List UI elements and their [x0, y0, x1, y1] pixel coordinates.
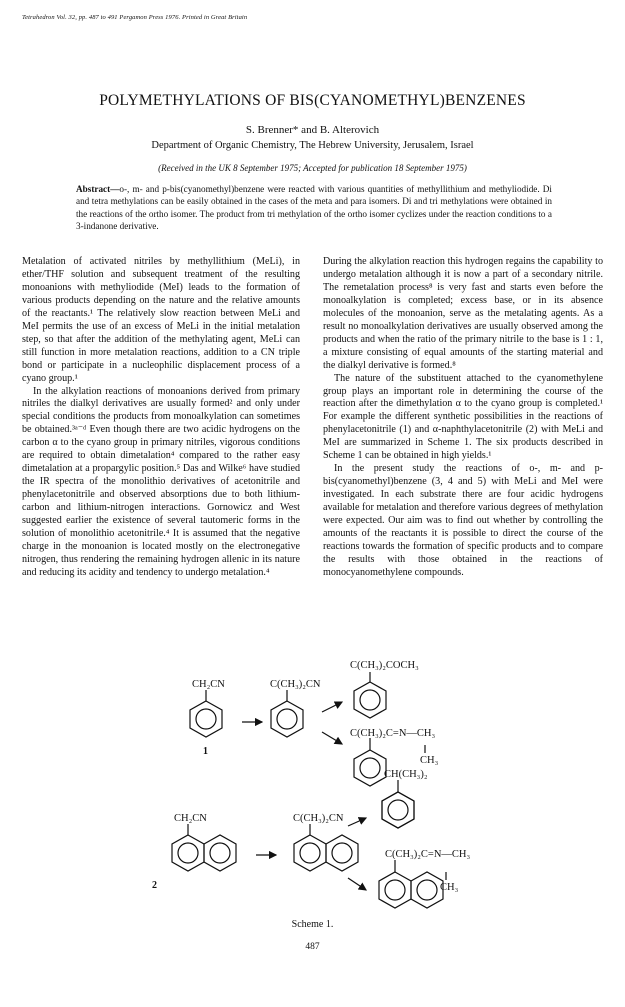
row2-bottom-methyl: CH₃	[440, 882, 459, 893]
paragraph: In the present study the reactions of o-, m- and p-bis(cyanomethyl)benzene (3, 4 and 5) with MeLi and MeI were investigated. In each substrate there are four acidic hydrogens available for metalation and therefore various degrees of methylation were expected. Our aim was to find out whether by controlling the amounts of the reactants it is possible to direct the course of the reactions towards the formation of specific products and to compare the results with those obtained in the reactions of monocyanomethylene compounds.	[323, 463, 603, 578]
naphthalene-ring-4	[379, 860, 446, 908]
abstract	[76, 183, 552, 233]
journal-header: Tetrahedron Vol. 32, pp. 487 to 491 Pergamon Press 1976. Printed in Great Britain	[22, 14, 248, 21]
right-column	[323, 256, 603, 580]
row2-mid-label: C(CH₃)₂CN	[293, 813, 344, 824]
benzene-ring-2	[271, 690, 303, 737]
left-column	[22, 256, 300, 580]
reaction-scheme	[0, 650, 625, 930]
paragraph: During the alkylation reaction this hydrogen regains the capability to undergo metalation although it is now a part of a secondary nitrile. The remetalation process⁸ is very fast and starts even before the monoalkylation is completed; excess base, or in its absence molecules of the monoanion, serve as the metalating agents. As a result no monoalkylation derivatives are usually observed among the products and when the ratio of the primary nitrile to the base is 1 : 1, a mixture consisting of equal amounts of the starting material and the dialkyl derivative is formed.⁸	[323, 256, 603, 371]
row2-start-label: CH₂CN	[174, 813, 207, 824]
compound-number: 1	[203, 746, 208, 757]
naphthalene-ring-3	[382, 780, 414, 828]
row1-start-label: CH₂CN	[192, 679, 225, 690]
benzene-ring-1	[190, 690, 222, 737]
reaction-arrow	[348, 878, 366, 890]
abstract-text: o-, m- and p-bis(cyanomethyl)benzene were reacted with various quantities of methyllithium and methyliodide. Di and tetra methylations can be easily obtained in the cases of the meta and para isomers. Di and tri methylations were obtained in the reactions of the ortho isomer. The product from tri methylation of the ortho isomer cyclizes under the reaction conditions to a 3-indanone derivative.	[76, 184, 552, 232]
affiliation: Department of Organic Chemistry, The Hebrew University, Jerusalem, Israel	[151, 140, 474, 151]
abstract-label: Abstract—	[76, 184, 120, 194]
reaction-arrow	[348, 818, 366, 826]
reaction-arrow	[322, 702, 342, 712]
benzene-ring-3	[354, 672, 386, 718]
paragraph: In the alkylation reactions of monoanions derived from primary nitriles the dialkyl derivatives are usually formed² and only under special conditions the products from monoalkylation can sometimes be obtained.³ᵃ⁻ᵈ Even though there are two acidic hydrogens on the carbon α to the cyano group in primary nitriles, vigorous conditions are required to obtain dimetalation⁴ compared to the rather easy dimetalation at a propargylic position.⁵ Das and Wilke⁶ have studied the IR spectra of the monolithio derivatives of acetonitrile and phenylacetonitrile and observed absorptions due to both lithium-carbon and lithium-nitrogen interactions. Gornowicz and West suggested earlier the existence of several tautomeric forms in the solution of monolithio acetonitrile.⁴ It is assumed that the negative charge in the monoanion is located mostly on the electronegative nitrogen, thus rendering the remaining hydrogen allenic in its nature and reducing its acidity and tendency to undergo metalation.⁴	[22, 385, 300, 578]
row1-mid-label: C(CH₃)₂CN	[270, 679, 321, 690]
naphthalene-ring-1	[172, 824, 236, 871]
paragraph: Metalation of activated nitriles by methyllithium (MeLi), in ether/THF solution and subsequent treatment of the resulting monoanions with methyliodide (MeI) leads to the formation of various products depending on the nature and the relative amounts of the reactants.¹ The relatively slow reaction between MeLi and MeI permits the use of an excess of MeLi in the initial metalation step, so that after the addition of the methylating agent, MeLi can still function in more metalation reactions, addition to a CN triple bond or participate in a nucleophilic displacement process of a cyano group.¹	[22, 256, 300, 384]
paragraph: The nature of the substituent attached to the cyanomethylene group plays an important role in determining the course of the reaction after the dimethylation α to the cyano group is completed.¹ For example the different synthetic possibilities in the reactions of phenylacetonitrile (1) and α-naphthylacetonitrile (2) with MeLi and MeI are summarized in Scheme 1. The six products described in Scheme 1 can be obtained in high yields.¹	[323, 372, 603, 462]
scheme-caption: Scheme 1.	[291, 919, 334, 930]
row2-top-product: CH(CH₃)₂	[384, 769, 428, 780]
naphthalene-ring-2	[294, 824, 358, 871]
row1-top-product: C(CH₃)₂COCH₃	[350, 660, 419, 671]
compound-number: 2	[152, 880, 157, 891]
row1-bottom-methyl: CH₃	[420, 755, 439, 766]
received-dates: (Received in the UK 8 September 1975; Accepted for publication 18 September 1975)	[158, 163, 467, 173]
authors: S. Brenner* and B. Alterovich	[245, 124, 380, 136]
row2-bottom-product: C(CH₃)₂C=N—CH₃	[385, 849, 471, 860]
row1-bottom-product: C(CH₃)₂C=N—CH₃	[350, 728, 436, 739]
reaction-arrow	[322, 732, 342, 744]
page-number: 487	[305, 942, 320, 952]
paper-title: POLYMETHYLATIONS OF BIS(CYANOMETHYL)BENZENES	[99, 92, 526, 109]
